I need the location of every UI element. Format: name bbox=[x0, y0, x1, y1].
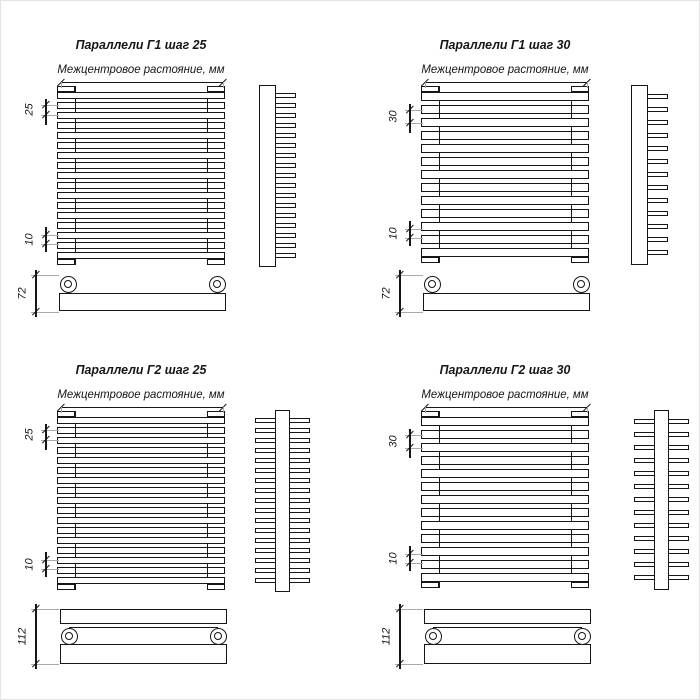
diagram-parallels-g2-step-30 bbox=[365, 326, 700, 681]
collector-line bbox=[571, 482, 572, 491]
radiator-bar bbox=[421, 495, 589, 504]
side-bar-tooth bbox=[289, 468, 310, 473]
radiator-bar bbox=[421, 105, 589, 114]
collector-end bbox=[207, 584, 225, 590]
collector-end bbox=[421, 582, 439, 588]
side-bar-tooth bbox=[668, 497, 689, 502]
collector-line bbox=[207, 467, 208, 474]
collector-pipe-bore bbox=[578, 632, 586, 640]
collector-line bbox=[571, 209, 572, 218]
side-bar-tooth bbox=[289, 458, 310, 463]
side-bar-tooth bbox=[289, 558, 310, 563]
collector-line bbox=[571, 105, 572, 114]
gap-dimension-line bbox=[409, 221, 410, 246]
radiator-bar bbox=[57, 437, 225, 444]
extension-line bbox=[223, 407, 224, 413]
collector-line bbox=[75, 427, 76, 434]
side-bar-tooth bbox=[634, 510, 655, 515]
collector-line bbox=[207, 427, 208, 434]
side-bar-tooth bbox=[275, 213, 296, 218]
side-collector bbox=[654, 410, 669, 590]
side-bar-tooth bbox=[634, 497, 655, 502]
collector-line bbox=[207, 547, 208, 554]
side-bar-tooth bbox=[668, 471, 689, 476]
collector-line bbox=[75, 202, 76, 209]
collector-line bbox=[439, 157, 440, 166]
collector-line bbox=[439, 430, 440, 439]
extension-line bbox=[587, 407, 588, 413]
collector-end bbox=[571, 582, 589, 588]
side-bar-tooth bbox=[275, 243, 296, 248]
gap-dimension-value: 10 bbox=[23, 233, 36, 246]
side-bar-tooth bbox=[275, 203, 296, 208]
side-bar-tooth bbox=[668, 523, 689, 528]
depth-dimension-value: 112 bbox=[16, 627, 29, 646]
side-bar-tooth bbox=[275, 133, 296, 138]
radiator-bar bbox=[57, 487, 225, 494]
side-bar-tooth bbox=[255, 528, 276, 533]
side-bar-tooth bbox=[289, 578, 310, 583]
radiator-bar bbox=[57, 447, 225, 454]
side-bar-tooth bbox=[668, 484, 689, 489]
collector-line bbox=[75, 102, 76, 109]
side-bar-tooth bbox=[634, 432, 655, 437]
side-bar-tooth bbox=[289, 418, 310, 423]
pitch-dimension-value: 30 bbox=[387, 435, 400, 448]
spacing-dimension-line bbox=[425, 82, 587, 83]
side-bar-tooth bbox=[647, 185, 668, 190]
collector-line bbox=[207, 122, 208, 129]
side-bar-tooth bbox=[647, 172, 668, 177]
side-bar-tooth bbox=[634, 471, 655, 476]
collector-line bbox=[439, 235, 440, 244]
radiator-bar bbox=[57, 112, 225, 119]
radiator-bar bbox=[57, 92, 225, 99]
side-collector bbox=[275, 410, 290, 592]
pitch-dimension-value: 25 bbox=[23, 103, 36, 116]
radiator-bar bbox=[57, 172, 225, 179]
side-bar-tooth bbox=[255, 458, 276, 463]
side-bar-tooth bbox=[668, 419, 689, 424]
collector-line bbox=[571, 235, 572, 244]
side-bar-tooth bbox=[634, 458, 655, 463]
collector-line bbox=[439, 482, 440, 491]
collector-line bbox=[571, 157, 572, 166]
radiator-bar bbox=[57, 467, 225, 474]
radiator-bar bbox=[421, 144, 589, 153]
radiator-bar bbox=[421, 196, 589, 205]
radiator-bar bbox=[421, 417, 589, 426]
radiator-bar bbox=[421, 430, 589, 439]
diagram-parallels-g2-step-25 bbox=[1, 326, 346, 681]
gap-dimension-line bbox=[45, 227, 46, 252]
section-body bbox=[423, 293, 590, 311]
side-bar-tooth bbox=[668, 562, 689, 567]
side-bar-tooth bbox=[289, 538, 310, 543]
side-bar-tooth bbox=[289, 428, 310, 433]
collector-line bbox=[571, 508, 572, 517]
collector-line bbox=[439, 534, 440, 543]
radiator-bar bbox=[57, 162, 225, 169]
side-bar-tooth bbox=[275, 253, 296, 258]
diagram-title: Параллели Г1 шаг 30 bbox=[439, 37, 571, 52]
side-bar-tooth bbox=[647, 211, 668, 216]
gap-dimension-line bbox=[45, 552, 46, 577]
side-bar-tooth bbox=[275, 103, 296, 108]
pitch-dimension-value: 30 bbox=[387, 110, 400, 123]
radiator-bar bbox=[57, 212, 225, 219]
side-bar-tooth bbox=[255, 538, 276, 543]
gap-dimension-line bbox=[409, 546, 410, 571]
radiator-bar bbox=[57, 242, 225, 249]
collector-line bbox=[207, 182, 208, 189]
radiator-bar bbox=[421, 222, 589, 231]
side-bar-tooth bbox=[275, 193, 296, 198]
side-bar-tooth bbox=[289, 568, 310, 573]
side-bar-tooth bbox=[289, 518, 310, 523]
radiator-bar bbox=[57, 132, 225, 139]
side-bar-tooth bbox=[275, 93, 296, 98]
collector-line bbox=[75, 507, 76, 514]
collector-line bbox=[571, 430, 572, 439]
side-bar-tooth bbox=[668, 432, 689, 437]
side-bar-tooth bbox=[255, 418, 276, 423]
collector-line bbox=[207, 447, 208, 454]
radiator-bar bbox=[57, 557, 225, 564]
side-bar-tooth bbox=[275, 153, 296, 158]
radiator-bar bbox=[57, 222, 225, 229]
side-bar-tooth bbox=[275, 173, 296, 178]
radiator-bar bbox=[57, 102, 225, 109]
side-bar-tooth bbox=[275, 113, 296, 118]
radiator-bar bbox=[57, 192, 225, 199]
collector-line bbox=[207, 242, 208, 249]
depth-dimension-value: 112 bbox=[380, 627, 393, 646]
radiator-bar bbox=[421, 118, 589, 127]
collector-line bbox=[571, 560, 572, 569]
side-bar-tooth bbox=[289, 548, 310, 553]
collector-line bbox=[439, 209, 440, 218]
side-bar-tooth bbox=[647, 94, 668, 99]
gap-dimension-value: 10 bbox=[23, 558, 36, 571]
collector-line bbox=[75, 527, 76, 534]
side-bar-tooth bbox=[634, 562, 655, 567]
side-bar-tooth bbox=[647, 250, 668, 255]
side-collector bbox=[259, 85, 276, 267]
side-bar-tooth bbox=[647, 107, 668, 112]
collector-line bbox=[75, 242, 76, 249]
collector-line bbox=[75, 182, 76, 189]
collector-line bbox=[75, 122, 76, 129]
radiator-bar bbox=[57, 152, 225, 159]
side-bar-tooth bbox=[647, 159, 668, 164]
side-bar-tooth bbox=[255, 558, 276, 563]
side-bar-tooth bbox=[289, 448, 310, 453]
side-bar-tooth bbox=[634, 419, 655, 424]
radiator-bar bbox=[421, 573, 589, 582]
collector-line bbox=[75, 142, 76, 149]
collector-end bbox=[57, 584, 75, 590]
radiator-bar bbox=[57, 577, 225, 584]
collector-line bbox=[75, 467, 76, 474]
radiator-bar bbox=[421, 235, 589, 244]
radiator-bar bbox=[421, 183, 589, 192]
side-collector bbox=[631, 85, 648, 265]
side-bar-tooth bbox=[289, 498, 310, 503]
side-bar-tooth bbox=[647, 133, 668, 138]
side-bar-tooth bbox=[668, 458, 689, 463]
collector-line bbox=[439, 105, 440, 114]
side-bar-tooth bbox=[289, 508, 310, 513]
radiator-bar bbox=[57, 232, 225, 239]
collector-line bbox=[207, 162, 208, 169]
radiator-bar bbox=[421, 157, 589, 166]
radiator-bar bbox=[421, 521, 589, 530]
extension-line bbox=[223, 82, 224, 88]
extension-line bbox=[425, 82, 426, 88]
section-body bbox=[424, 644, 591, 664]
radiator-bar bbox=[421, 248, 589, 257]
collector-line bbox=[439, 183, 440, 192]
radiator-bar bbox=[57, 427, 225, 434]
collector-line bbox=[571, 131, 572, 140]
collector-line bbox=[75, 567, 76, 574]
side-bar-tooth bbox=[255, 498, 276, 503]
side-bar-tooth bbox=[255, 448, 276, 453]
collector-line bbox=[207, 102, 208, 109]
collector-line bbox=[571, 456, 572, 465]
collector-line bbox=[207, 507, 208, 514]
side-bar-tooth bbox=[255, 428, 276, 433]
section-collector-tube bbox=[69, 627, 218, 645]
collector-end bbox=[207, 259, 225, 265]
collector-line bbox=[75, 447, 76, 454]
section-body bbox=[60, 609, 227, 624]
collector-line bbox=[207, 527, 208, 534]
side-bar-tooth bbox=[275, 123, 296, 128]
radiator-bar bbox=[57, 457, 225, 464]
diagram-parallels-g1-step-30 bbox=[365, 1, 700, 356]
side-bar-tooth bbox=[634, 445, 655, 450]
collector-line bbox=[75, 547, 76, 554]
collector-line bbox=[571, 183, 572, 192]
depth-dimension-line bbox=[35, 604, 36, 669]
side-bar-tooth bbox=[634, 575, 655, 580]
radiator-bar bbox=[421, 209, 589, 218]
spacing-dimension-label: Межцентровое растояние, мм bbox=[57, 387, 225, 401]
side-bar-tooth bbox=[634, 536, 655, 541]
radiator-bar bbox=[57, 202, 225, 209]
collector-line bbox=[75, 222, 76, 229]
diagram-title: Параллели Г1 шаг 25 bbox=[75, 37, 207, 52]
section-collector-tube bbox=[433, 627, 582, 645]
radiator-bar bbox=[57, 417, 225, 424]
side-bar-tooth bbox=[255, 578, 276, 583]
collector-end bbox=[571, 257, 589, 263]
collector-line bbox=[207, 487, 208, 494]
gap-dimension-value: 10 bbox=[387, 227, 400, 240]
collector-pipe-bore bbox=[64, 280, 72, 288]
spacing-dimension-label: Межцентровое растояние, мм bbox=[421, 62, 589, 76]
radiator-bar bbox=[421, 469, 589, 478]
depth-dimension-value: 72 bbox=[380, 287, 393, 300]
collector-line bbox=[207, 202, 208, 209]
radiator-bar bbox=[57, 527, 225, 534]
radiator-bar bbox=[57, 477, 225, 484]
section-body bbox=[60, 644, 227, 664]
side-bar-tooth bbox=[255, 478, 276, 483]
collector-line bbox=[571, 534, 572, 543]
radiator-bar bbox=[421, 131, 589, 140]
spacing-dimension-line bbox=[61, 82, 223, 83]
diagram-parallels-g1-step-25 bbox=[1, 1, 346, 356]
side-bar-tooth bbox=[255, 488, 276, 493]
radiator-bar bbox=[57, 497, 225, 504]
side-bar-tooth bbox=[289, 488, 310, 493]
pitch-dimension-value: 25 bbox=[23, 428, 36, 441]
radiator-bar bbox=[57, 182, 225, 189]
extension-line bbox=[61, 407, 62, 413]
radiator-bar bbox=[57, 142, 225, 149]
collector-line bbox=[75, 162, 76, 169]
collector-line bbox=[439, 508, 440, 517]
side-bar-tooth bbox=[255, 548, 276, 553]
radiator-bar bbox=[421, 170, 589, 179]
radiator-bar bbox=[421, 534, 589, 543]
extension-line bbox=[61, 82, 62, 88]
radiator-bar bbox=[421, 547, 589, 556]
collector-pipe-bore bbox=[213, 280, 221, 288]
side-bar-tooth bbox=[275, 223, 296, 228]
diagram-title: Параллели Г2 шаг 30 bbox=[439, 362, 571, 377]
side-bar-tooth bbox=[668, 445, 689, 450]
radiator-bar bbox=[421, 92, 589, 101]
section-body bbox=[424, 609, 591, 624]
side-bar-tooth bbox=[275, 183, 296, 188]
radiator-bar bbox=[421, 482, 589, 491]
side-bar-tooth bbox=[668, 575, 689, 580]
side-bar-tooth bbox=[275, 233, 296, 238]
side-bar-tooth bbox=[289, 528, 310, 533]
radiator-bar bbox=[421, 508, 589, 517]
radiator-bar bbox=[57, 252, 225, 259]
gap-dimension-value: 10 bbox=[387, 552, 400, 565]
side-bar-tooth bbox=[647, 120, 668, 125]
depth-dimension-value: 72 bbox=[16, 287, 29, 300]
collector-end bbox=[57, 259, 75, 265]
spacing-dimension-label: Межцентровое растояние, мм bbox=[57, 62, 225, 76]
side-bar-tooth bbox=[668, 510, 689, 515]
depth-dimension-line bbox=[399, 604, 400, 669]
side-bar-tooth bbox=[668, 549, 689, 554]
side-bar-tooth bbox=[289, 438, 310, 443]
diagram-title: Параллели Г2 шаг 25 bbox=[75, 362, 207, 377]
collector-line bbox=[439, 456, 440, 465]
spacing-dimension-label: Межцентровое растояние, мм bbox=[421, 387, 589, 401]
collector-pipe-bore bbox=[577, 280, 585, 288]
side-bar-tooth bbox=[255, 568, 276, 573]
spacing-dimension-line bbox=[61, 407, 223, 408]
side-bar-tooth bbox=[255, 518, 276, 523]
radiator-bar bbox=[57, 517, 225, 524]
radiator-bar bbox=[421, 456, 589, 465]
collector-pipe-bore bbox=[65, 632, 73, 640]
side-bar-tooth bbox=[634, 484, 655, 489]
side-bar-tooth bbox=[634, 549, 655, 554]
side-bar-tooth bbox=[668, 536, 689, 541]
collector-pipe-bore bbox=[214, 632, 222, 640]
side-bar-tooth bbox=[647, 146, 668, 151]
extension-line bbox=[587, 82, 588, 88]
collector-line bbox=[207, 142, 208, 149]
collector-end bbox=[421, 257, 439, 263]
collector-line bbox=[439, 131, 440, 140]
radiator-bar bbox=[57, 567, 225, 574]
side-bar-tooth bbox=[255, 438, 276, 443]
radiator-bar bbox=[421, 443, 589, 452]
collector-pipe-bore bbox=[428, 280, 436, 288]
side-bar-tooth bbox=[255, 508, 276, 513]
collector-line bbox=[207, 567, 208, 574]
side-bar-tooth bbox=[275, 143, 296, 148]
side-bar-tooth bbox=[647, 237, 668, 242]
spacing-dimension-line bbox=[425, 407, 587, 408]
radiator-bar bbox=[57, 547, 225, 554]
radiator-bar bbox=[57, 507, 225, 514]
radiator-bar bbox=[421, 560, 589, 569]
side-bar-tooth bbox=[255, 468, 276, 473]
section-body bbox=[59, 293, 226, 311]
side-bar-tooth bbox=[634, 523, 655, 528]
radiator-bar bbox=[57, 537, 225, 544]
collector-line bbox=[75, 487, 76, 494]
radiator-bar bbox=[57, 122, 225, 129]
side-bar-tooth bbox=[647, 224, 668, 229]
side-bar-tooth bbox=[289, 478, 310, 483]
collector-line bbox=[439, 560, 440, 569]
collector-line bbox=[207, 222, 208, 229]
side-bar-tooth bbox=[275, 163, 296, 168]
side-bar-tooth bbox=[647, 198, 668, 203]
extension-line bbox=[425, 407, 426, 413]
collector-pipe-bore bbox=[429, 632, 437, 640]
